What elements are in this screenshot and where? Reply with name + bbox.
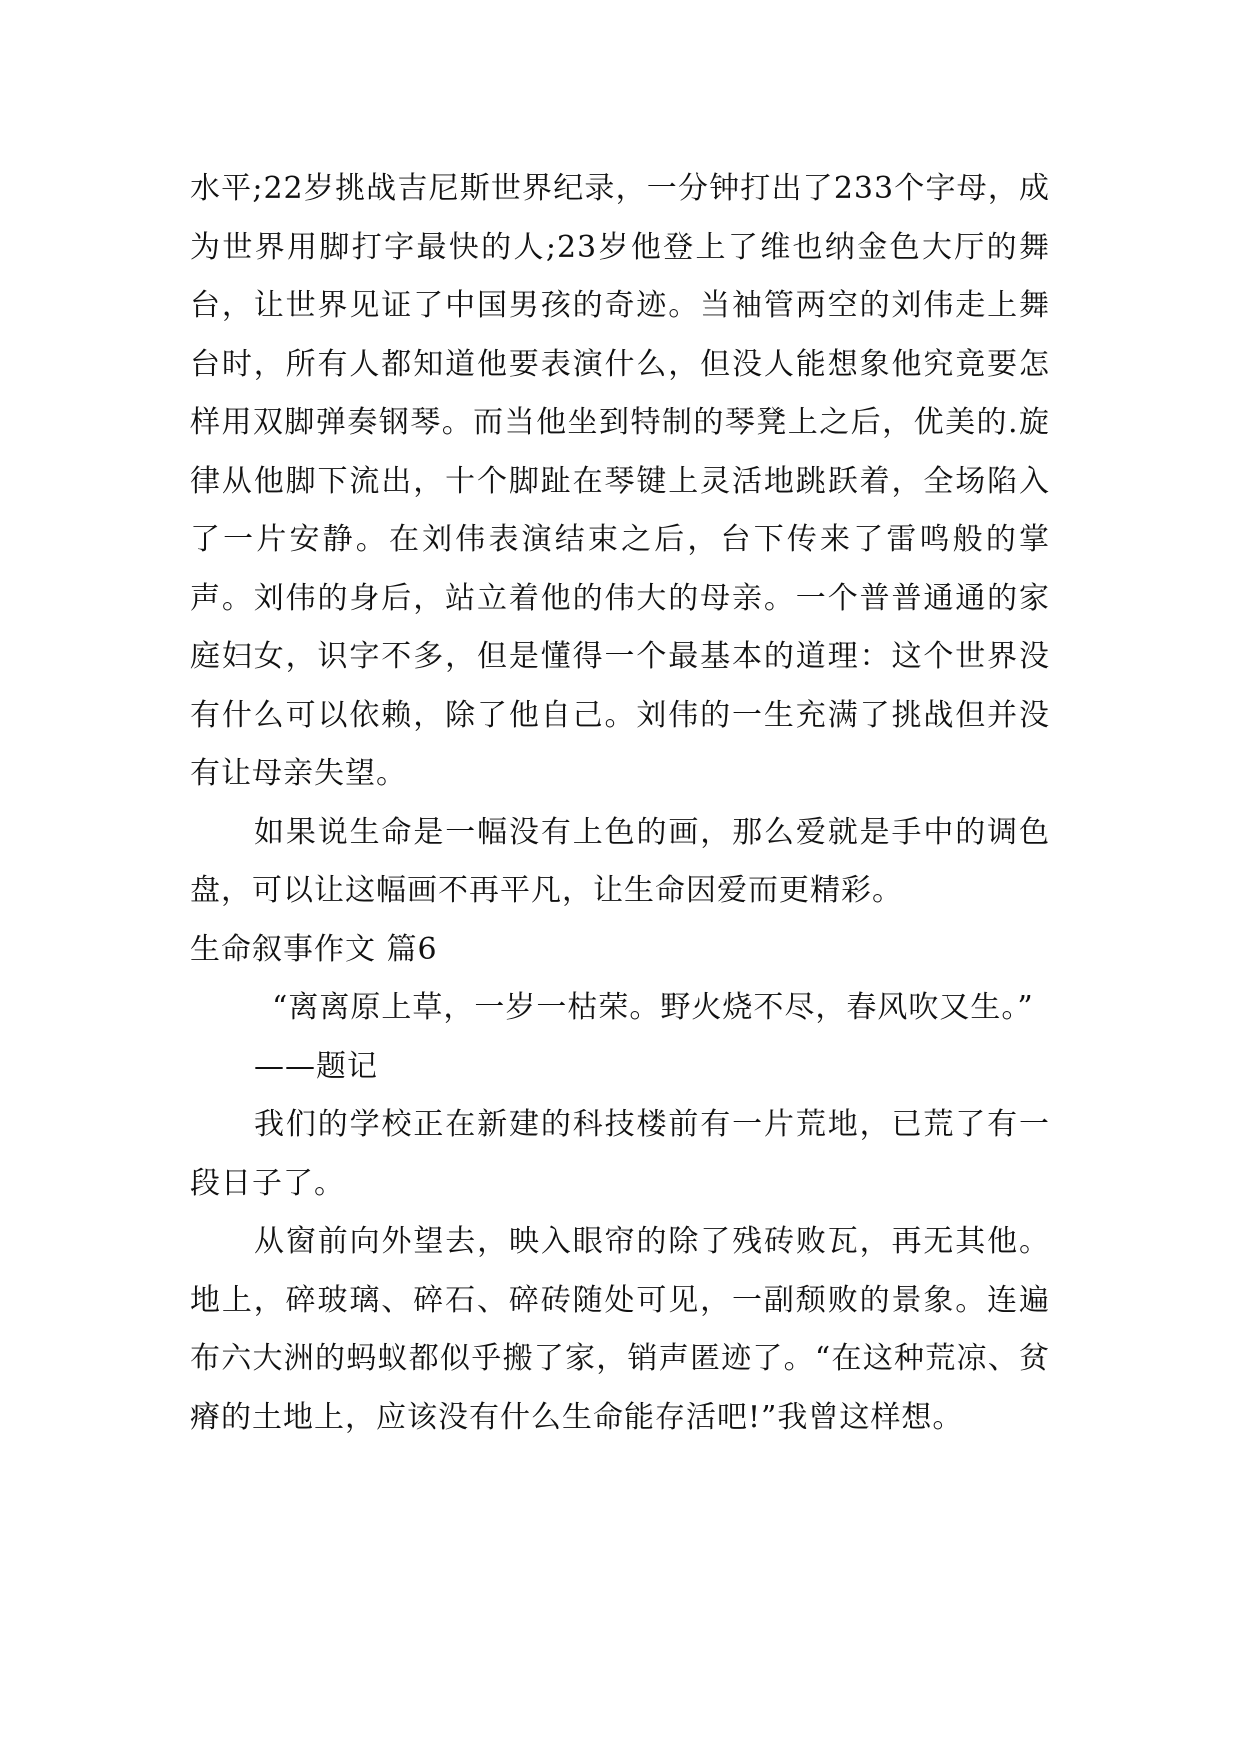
section-title: 生命叙事作文 篇6 [190, 931, 438, 967]
epigraph-quote: “离离原上草，一岁一枯荣。野火烧不尽，春风吹又生。” [272, 990, 1034, 1025]
body-paragraph: 水平;22岁挑战吉尼斯世界纪录，一分钟打出了233个字母，成为世界用脚打字最快的人;23岁他登上了维也纳金色大厅的舞台，让世界见证了中国男孩的奇迹。当袖管两空的刘伟走上舞台时，所有人都知道他要表演什么，但没人能想象他究竟要怎样用双脚弹奏钢琴。而当他坐到特制的琴凳上之后，优美的.旋律从他脚下流出，十个脚趾在琴键上灵活地跳跃着，全场陷入了一片安静。在刘伟表演结束之后，台下传来了雷鸣般的掌声。刘伟的身后，站立着他的伟大的母亲。一个普普通通的家庭妇女，识字不多，但是懂得一个最基本的道理：这个世界没有什么可以依赖，除了他自己。刘伟的一生充满了挑战但并没有让母亲失望。 [190, 171, 1050, 791]
body-paragraph: 我们的学校正在新建的科技楼前有一片荒地，已荒了有一段日子了。 [190, 1107, 1050, 1201]
body-paragraph: 如果说生命是一幅没有上色的画，那么爱就是手中的调色盘，可以让这幅画不再平凡，让生命因爱而更精彩。 [190, 814, 1050, 908]
epigraph-attribution: ——题记 [254, 1048, 378, 1084]
document-page [190, 160, 1050, 1447]
body-paragraph: 从窗前向外望去，映入眼帘的除了残砖败瓦，再无其他。地上，碎玻璃、碎石、碎砖随处可见，一副颓败的景象。连遍布六大洲的蚂蚁都似乎搬了家，销声匿迹了。“在这种荒凉、贫瘠的土地上，应该没有什么生命能存活吧!”我曾这样想。 [190, 1224, 1050, 1435]
